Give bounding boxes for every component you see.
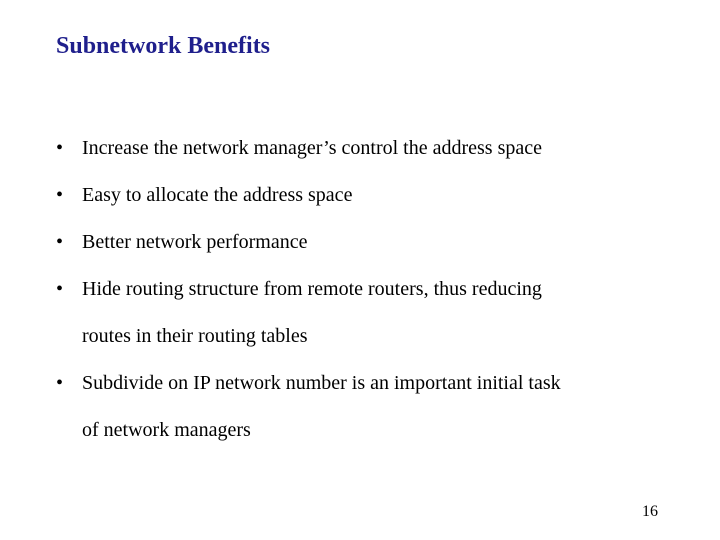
- bullet-text-line: Hide routing structure from remote routers, thus reducing: [82, 278, 542, 300]
- bullet-item: [56, 219, 676, 266]
- bullet-text-line: of network managers: [82, 419, 251, 441]
- slide-title: Subnetwork Benefits: [56, 33, 271, 59]
- bullet-list: [56, 125, 676, 454]
- bullet-text-line: routes in their routing tables: [82, 325, 308, 347]
- bullet-item: [56, 172, 676, 219]
- bullet-text-line: Subdivide on IP network number is an important initial task: [82, 372, 561, 394]
- bullet-text-line: Easy to allocate the address space: [82, 184, 353, 206]
- bullet-item: [56, 266, 676, 360]
- bullet-symbol: •: [56, 184, 64, 206]
- bullet-text-line: Increase the network manager’s control the address space: [82, 137, 542, 159]
- bullet-symbol: •: [56, 278, 64, 300]
- page-number: 16: [642, 503, 658, 520]
- bullet-text-line: Better network performance: [82, 231, 308, 253]
- bullet-item: [56, 360, 676, 454]
- bullet-symbol: •: [56, 137, 64, 159]
- bullet-symbol: •: [56, 231, 64, 253]
- bullet-item: [56, 125, 676, 172]
- bullet-symbol: •: [56, 372, 64, 394]
